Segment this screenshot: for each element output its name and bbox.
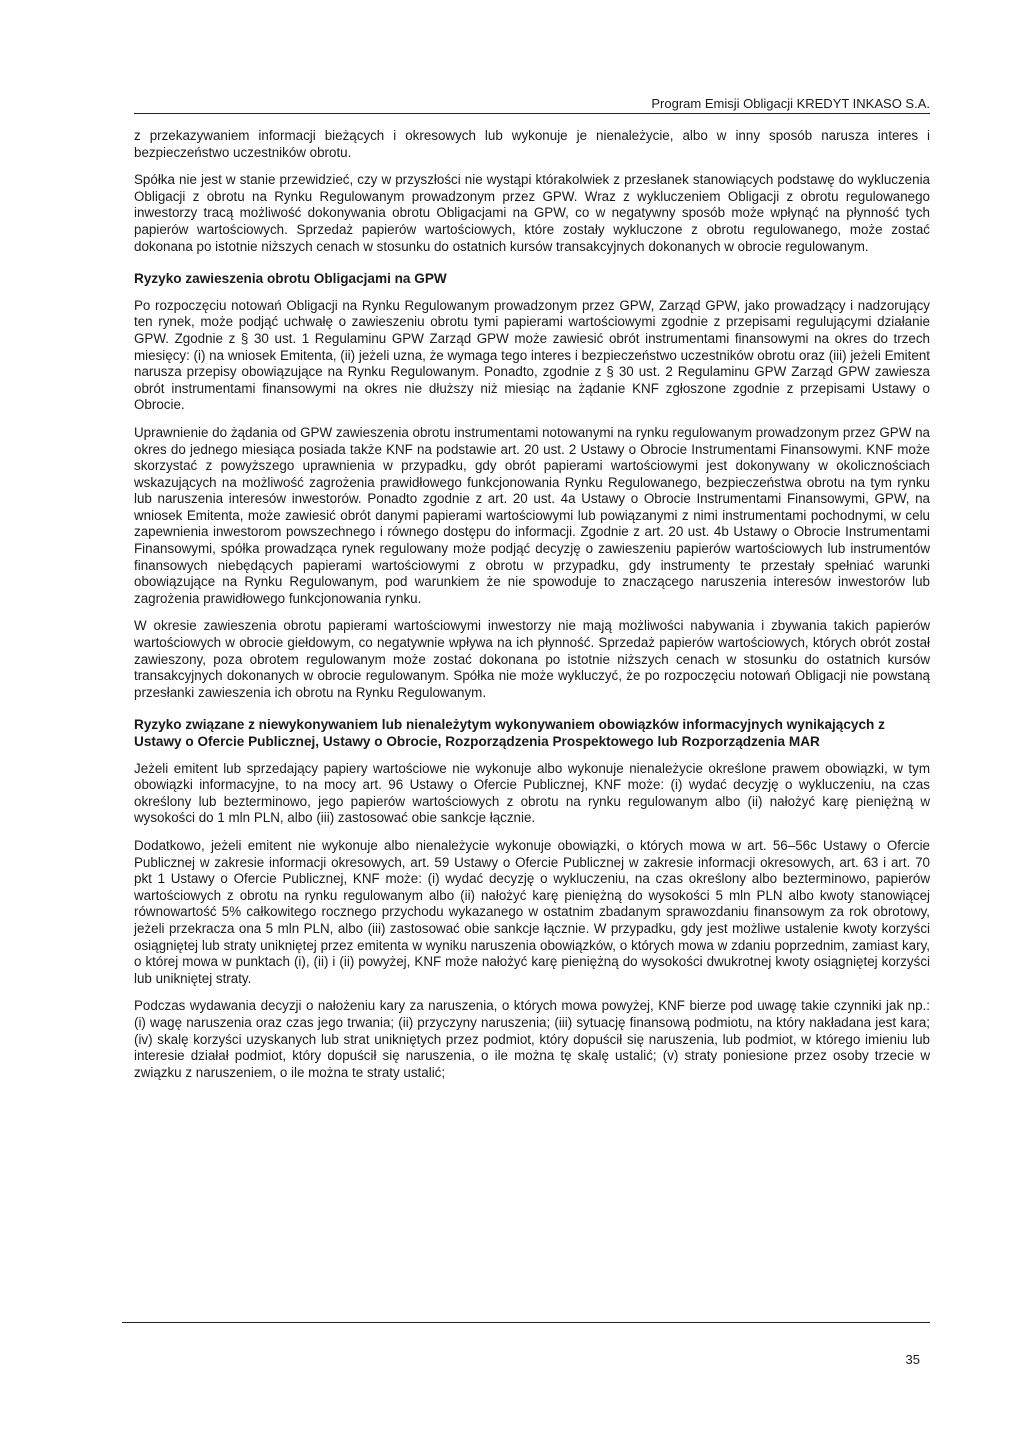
document-body [134, 128, 930, 1081]
footer-divider [122, 1322, 930, 1323]
paragraph: z przekazywaniem informacji bieżących i okresowych lub wykonuje je nienależycie, albo w inny sposób narusza interes i bezpieczeństwo uczestników obrotu. [134, 128, 930, 160]
header-title: Program Emisji Obligacji KREDYT INKASO S.A. [651, 96, 930, 111]
document-page [134, 96, 930, 1092]
section-heading: Ryzyko zawieszenia obrotu Obligacjami na GPW [134, 271, 447, 287]
page-number: 35 [905, 1352, 920, 1367]
paragraph: Dodatkowo, jeżeli emitent nie wykonuje albo nienależycie wykonuje obowiązki, o których mowa w art. 56–56c Ustawy o Ofercie Publicznej w zakresie informacji okresowych, art. 59 Ustawy o Ofercie Publicznej w zakresie informacji okresowych, art. 63 i art. 70 pkt 1 Ustawy o Ofercie Publicznej, KNF może: (i) wydać decyzję o wykluczeniu, na czas określony albo bezterminowo, papierów wartościowych z obrotu na rynku regulowanym albo (ii) nałożyć karę pieniężną do wysokości 5 mln PLN albo kwoty stanowiącej równowartość 5% całkowitego rocznego przychodu wykazanego w ostatnim zbadanym sprawozdaniu finansowym za rok obrotowy, jeżeli przekracza ona 5 mln PLN, albo (iii) zastosować obie sankcje łącznie. W przypadku, gdy jest możliwe ustalenie kwoty korzyści osiągniętej lub straty unikniętej przez emitenta w wyniku naruszenia obowiązków, o których mowa w zdaniu poprzednim, zamiast kary, o której mowa w punktach (i), (ii) i (ii) powyżej, KNF może nałożyć karę pieniężną do wysokości dwukrotnej kwoty osiągniętej korzyści lub unikniętej straty. [134, 837, 930, 986]
paragraph: Uprawnienie do żądania od GPW zawieszenia obrotu instrumentami notowanymi na rynku regulowanym prowadzonym przez GPW na okres do jednego miesiąca posiada także KNF na podstawie art. 20 ust. 2 Ustawy o Obrocie Instrumentami Finansowymi. KNF może skorzystać z powyższego uprawnienia w przypadku, gdy obrót papierami wartościowymi jest dokonywany w okolicznościach wskazujących na możliwość zagrożenia prawidłowego funkcjonowania Rynku Regulowanego, bezpieczeństwa obrotu na tym rynku lub naruszenia interesów inwestorów. Ponadto zgodnie z art. 20 ust. 4a Ustawy o Obrocie Instrumentami Finansowymi, GPW, na wniosek Emitenta, może zawiesić obrót danymi papierami wartościowymi lub powiązanymi z nimi instrumentami pochodnymi, w celu zapewnienia inwestorom powszechnego i równego dostępu do informacji. Zgodnie z art. 20 ust. 4b Ustawy o Obrocie Instrumentami Finansowymi, spółka prowadząca rynek regulowany może podjąć decyzję o zawieszeniu papierów wartościowych lub instrumentów finansowych niebędących papierami wartościowymi z obrotu w przypadku, gdy instrumenty te przestały spełniać warunki obowiązujące na Rynku Regulowanym, pod warunkiem że nie spowoduje to znaczącego naruszenia interesów inwestorów lub zagrożenia prawidłowego funkcjonowania rynku. [134, 424, 930, 606]
section-heading: Ryzyko związane z niewykonywaniem lub nienależytym wykonywaniem obowiązków informacyjnych wynikających z Ustawy o Ofercie Publicznej, Ustawy o Obrocie, Rozporządzenia Prospektowego lub Rozporządzenia MAR [134, 717, 885, 749]
paragraph: Jeżeli emitent lub sprzedający papiery wartościowe nie wykonuje albo wykonuje nienależycie określone prawem obowiązki, w tym obowiązki informacyjne, to na mocy art. 96 Ustawy o Ofercie Publicznej, KNF może: (i) wydać decyzję o wykluczeniu, na czas określony lub bezterminowo, jego papierów wartościowych z obrotu na rynku regulowanym albo (ii) nałożyć karę pieniężną w wysokości do 1 mln PLN, albo (iii) zastosować obie sankcje łącznie. [134, 760, 930, 826]
paragraph: Spółka nie jest w stanie przewidzieć, czy w przyszłości nie wystąpi którakolwiek z przesłanek stanowiących podstawę do wykluczenia Obligacji z obrotu na Rynku Regulowanym prowadzonym przez GPW. Wraz z wykluczeniem Obligacji z obrotu regulowanego inwestorzy tracą możliwość dokonywania obrotu Obligacjami na GPW, co w negatywny sposób może wpłynąć na płynność tych papierów wartościowych. Sprzedaż papierów wartościowych, które zostały wykluczone z obrotu regulowanego, może zostać dokonana po istotnie niższych cenach w stosunku do ostatnich kursów transakcyjnych dokonanych w obrocie regulowanym. [134, 172, 930, 254]
paragraph: Podczas wydawania decyzji o nałożeniu kary za naruszenia, o których mowa powyżej, KNF bierze pod uwagę takie czynniki jak np.: (i) wagę naruszenia oraz czas jego trwania; (ii) przyczyny naruszenia; (iii) sytuację finansową podmiotu, na który nakładana jest kara; (iv) skalę korzyści uzyskanych lub strat unikniętych przez podmiot, który dopuścił się naruszenia, lub podmiot, w którego imieniu lub interesie działał podmiot, który dopuścił się naruszenia, o ile można tę skalę ustalić; (v) straty poniesione przez osoby trzecie w związku z naruszeniem, o ile można te straty ustalić; [134, 998, 930, 1080]
paragraph: Po rozpoczęciu notowań Obligacji na Rynku Regulowanym prowadzonym przez GPW, Zarząd GPW, jako prowadzący i nadzorujący ten rynek, może podjąć uchwałę o zawieszeniu obrotu tymi papierami wartościowymi zgodnie z przepisami regulującymi działanie GPW. Zgodnie z § 30 ust. 1 Regulaminu GPW Zarząd GPW może zawiesić obrót instrumentami finansowymi na okres do trzech miesięcy: (i) na wniosek Emitenta, (ii) jeżeli uzna, że wymaga tego interes i bezpieczeństwo uczestników obrotu oraz (iii) jeżeli Emitent narusza przepisy obowiązujące na Rynku Regulowanym. Ponadto, zgodnie z § 30 ust. 2 Regulaminu GPW Zarząd GPW zawiesza obrót instrumentami finansowymi na okres nie dłuższy niż miesiąc na żądanie KNF zgłoszone zgodnie z przepisami Ustawy o Obrocie. [134, 297, 930, 413]
paragraph: W okresie zawieszenia obrotu papierami wartościowymi inwestorzy nie mają możliwości nabywania i zbywania takich papierów wartościowych w obrocie giełdowym, co negatywnie wpływa na ich płynność. Sprzedaż papierów wartościowych, których obrót został zawieszony, poza obrotem regulowanym może zostać dokonana po istotnie niższych cenach w stosunku do ostatnich kursów transakcyjnych dokonanych w obrocie regulowanym. Spółka nie może wykluczyć, że po rozpoczęciu notowań Obligacji nie powstaną przesłanki zawieszenia ich obrotu na Rynku Regulowanym. [134, 618, 930, 700]
running-header [134, 96, 930, 114]
